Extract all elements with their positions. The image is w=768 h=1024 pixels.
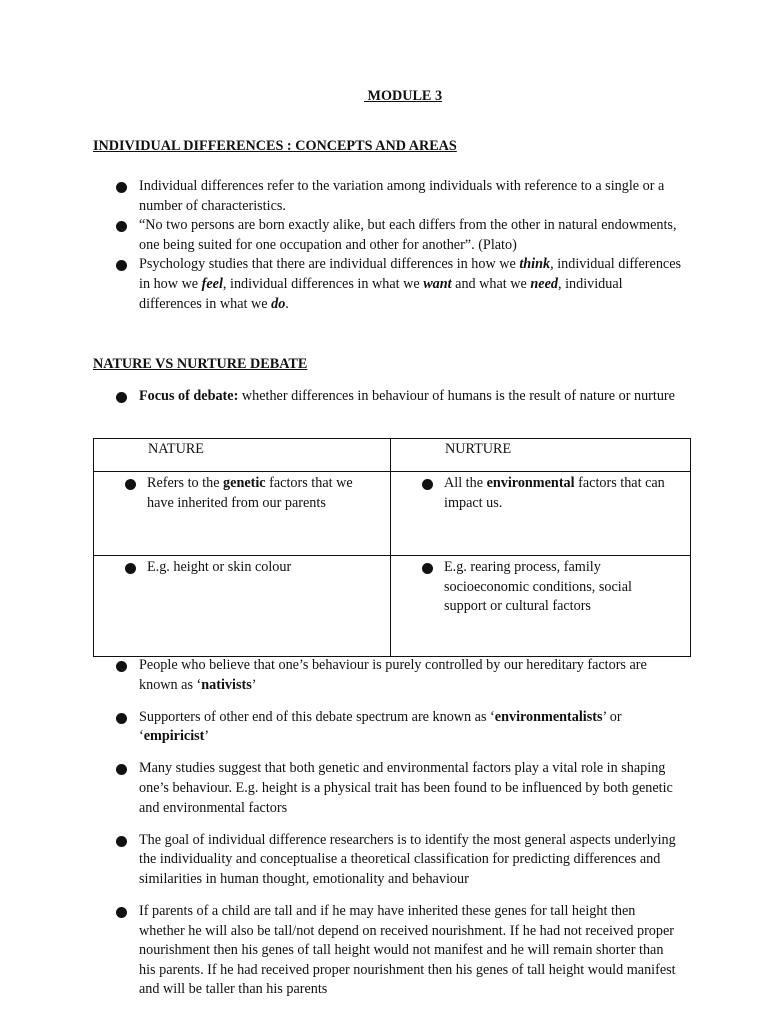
bullet-text: Focus of debate: whether differences in behaviour of humans is the result of nature or nurture	[139, 388, 675, 404]
focus-list	[116, 387, 682, 407]
emphasis-want: want	[423, 275, 452, 292]
list-item	[116, 177, 682, 216]
bullet-text: “No two persons are born exactly alike, but each differs from the other in natural endowments, one being suited for one occupation and other for another”. (Plato)	[139, 217, 677, 253]
nature-nurture-table	[93, 438, 691, 657]
bullet-icon	[422, 563, 433, 574]
bullet-text: Supporters of other end of this debate spectrum are known as ‘environmentalists’ or ‘empiricist’	[139, 708, 622, 745]
table-cell	[391, 556, 691, 657]
bullet-text: Psychology studies that there are individual differences in how we think, individual differences in how we feel, individual differences in what we want and what we need, individual differences in what we do.	[139, 256, 682, 312]
list-item	[116, 216, 682, 255]
bullet-icon	[116, 907, 127, 918]
table-cell	[94, 472, 391, 556]
module-title: MODULE 3	[364, 88, 443, 104]
list-item	[116, 902, 682, 1000]
cell-item: Refers to the genetic factors that we have inherited from our parents	[94, 472, 390, 513]
emphasis-do: do	[271, 295, 286, 312]
bullet-icon	[116, 260, 127, 271]
bullet-icon	[116, 221, 127, 232]
list-item	[116, 255, 682, 314]
list-item	[116, 387, 682, 407]
emphasis-need: need	[530, 275, 558, 292]
bullet-icon	[116, 392, 127, 403]
table-header-nurture: NURTURE	[391, 439, 691, 472]
list-item	[116, 831, 682, 890]
cell-item: E.g. rearing process, family socioeconomic conditions, social support or cultural factors	[391, 556, 690, 617]
bullet-icon	[422, 479, 433, 490]
cell-item: All the environmental factors that can impact us.	[391, 472, 690, 513]
emphasis-feel: feel	[201, 275, 223, 292]
cell-item: E.g. height or skin colour	[94, 556, 390, 578]
list-item	[116, 708, 682, 747]
emphasis-think: think	[519, 256, 551, 273]
table-header-nature: NATURE	[94, 439, 391, 472]
bullet-icon	[116, 764, 127, 775]
bullet-text: If parents of a child are tall and if he may have inherited these genes for tall height then whether he will also be tall/not depend on received nourishment. If he had not received proper nourishment then his genes of tall height would not manifest and he will remain shorter than his parents. If he had received proper nourishment then his genes of tall height would manifest and will be taller than his parents	[139, 902, 676, 998]
bullet-text: Many studies suggest that both genetic and environmental factors play a vital role in shaping one’s behaviour. E.g. height is a physical trait has been found to be influenced by both genetic and environmental factors	[139, 760, 673, 816]
bullet-icon	[125, 563, 136, 574]
table-cell	[94, 556, 391, 657]
bullet-icon	[116, 182, 127, 193]
focus-label: Focus of debate:	[139, 388, 239, 404]
bullet-icon	[116, 661, 127, 672]
section-heading-nature-nurture: NATURE VS NURTURE DEBATE	[93, 356, 308, 372]
individual-differences-list	[116, 177, 682, 314]
section-heading-individual-differences: INDIVIDUAL DIFFERENCES : CONCEPTS AND AREAS	[93, 138, 457, 154]
debate-points-list	[116, 656, 682, 1012]
list-item	[116, 656, 682, 695]
table-cell	[391, 472, 691, 556]
list-item	[116, 759, 682, 818]
bullet-icon	[116, 713, 127, 724]
bullet-icon	[125, 479, 136, 490]
bullet-text: Individual differences refer to the variation among individuals with reference to a single or a number of characteristics.	[139, 178, 665, 214]
bullet-text: People who believe that one’s behaviour is purely controlled by our hereditary factors are known as ‘nativists’	[139, 657, 647, 693]
bullet-text: The goal of individual difference researchers is to identify the most general aspects underlying the individuality and conceptualise a theoretical classification for predicting differences and similarities in human thought, emotionality and behaviour	[139, 831, 676, 887]
bullet-icon	[116, 836, 127, 847]
